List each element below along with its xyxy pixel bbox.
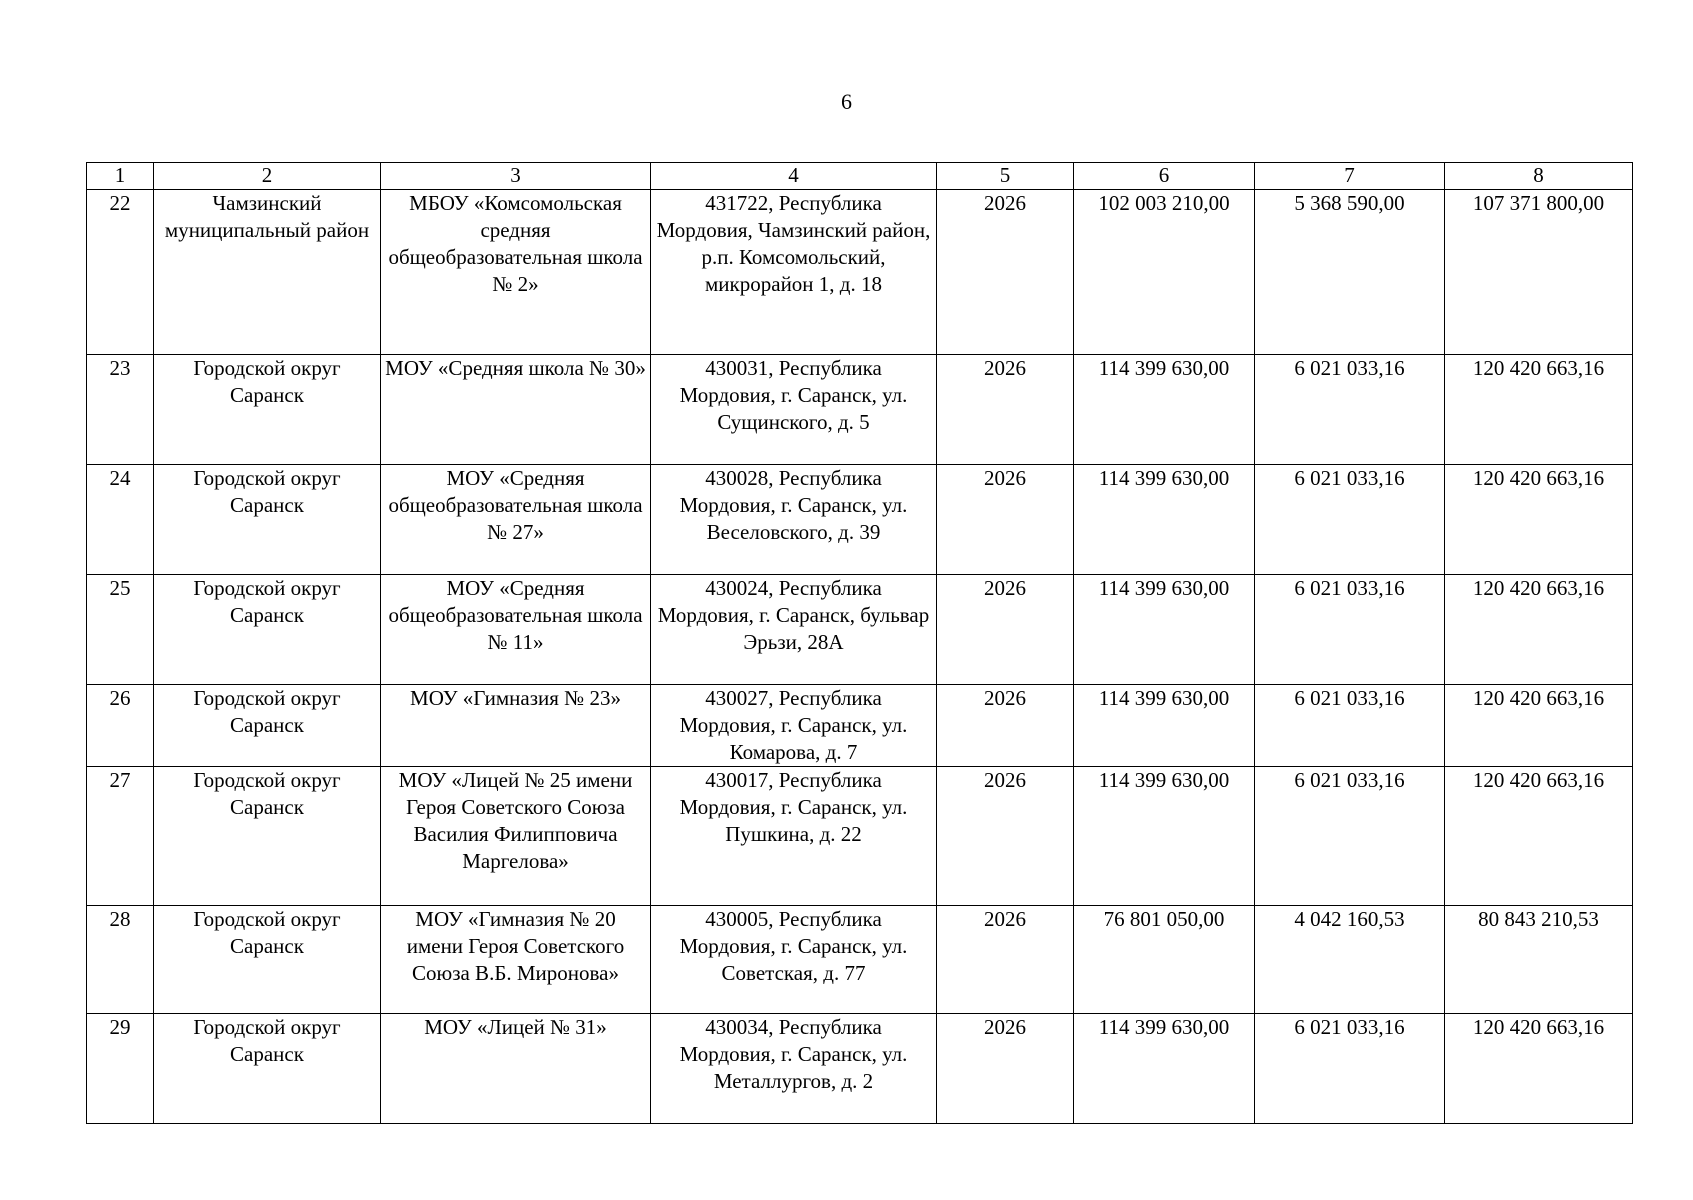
district-cell: Городской округ Саранск	[154, 767, 381, 906]
address-cell: 430024, Республика Мордовия, г. Саранск, бульвар Эрьзи, 28А	[651, 575, 937, 685]
district-cell: Городской округ Саранск	[154, 685, 381, 767]
school-cell: МОУ «Лицей № 25 имени Героя Советского Союза Василия Филипповича Маргелова»	[381, 767, 651, 906]
table-row	[87, 190, 1633, 355]
total-cell: 120 420 663,16	[1445, 355, 1633, 465]
table-row	[87, 685, 1633, 767]
school-cell: МБОУ «Комсомольская средняя общеобразовательная школа № 2»	[381, 190, 651, 355]
district-cell: Городской округ Саранск	[154, 465, 381, 575]
amount1-cell: 114 399 630,00	[1074, 1014, 1255, 1124]
amount1-cell: 114 399 630,00	[1074, 685, 1255, 767]
column-header: 6	[1074, 163, 1255, 190]
schools-table	[86, 162, 1633, 1124]
amount1-cell: 114 399 630,00	[1074, 575, 1255, 685]
total-cell: 107 371 800,00	[1445, 190, 1633, 355]
column-header: 2	[154, 163, 381, 190]
table-row	[87, 575, 1633, 685]
amount2-cell: 6 021 033,16	[1255, 767, 1445, 906]
total-cell: 120 420 663,16	[1445, 465, 1633, 575]
amount1-cell: 76 801 050,00	[1074, 906, 1255, 1014]
column-header: 1	[87, 163, 154, 190]
year-cell: 2026	[937, 1014, 1074, 1124]
amount2-cell: 6 021 033,16	[1255, 1014, 1445, 1124]
amount1-cell: 114 399 630,00	[1074, 767, 1255, 906]
amount2-cell: 6 021 033,16	[1255, 685, 1445, 767]
year-cell: 2026	[937, 906, 1074, 1014]
address-cell: 430031, Республика Мордовия, г. Саранск, ул. Сущинского, д. 5	[651, 355, 937, 465]
school-cell: МОУ «Средняя общеобразовательная школа № 11»	[381, 575, 651, 685]
school-cell: МОУ «Средняя школа № 30»	[381, 355, 651, 465]
amount1-cell: 114 399 630,00	[1074, 465, 1255, 575]
amount2-cell: 4 042 160,53	[1255, 906, 1445, 1014]
year-cell: 2026	[937, 465, 1074, 575]
amount1-cell: 114 399 630,00	[1074, 355, 1255, 465]
year-cell: 2026	[937, 575, 1074, 685]
total-cell: 120 420 663,16	[1445, 685, 1633, 767]
total-cell: 80 843 210,53	[1445, 906, 1633, 1014]
row-number: 23	[87, 355, 154, 465]
row-number: 22	[87, 190, 154, 355]
address-cell: 430027, Республика Мордовия, г. Саранск, ул. Комарова, д. 7	[651, 685, 937, 767]
table-row	[87, 906, 1633, 1014]
amount1-cell: 102 003 210,00	[1074, 190, 1255, 355]
district-cell: Чамзинский муниципальный район	[154, 190, 381, 355]
address-cell: 430005, Республика Мордовия, г. Саранск, ул. Советская, д. 77	[651, 906, 937, 1014]
table-header-row	[87, 163, 1633, 190]
row-number: 25	[87, 575, 154, 685]
row-number: 29	[87, 1014, 154, 1124]
amount2-cell: 6 021 033,16	[1255, 355, 1445, 465]
address-cell: 430034, Республика Мордовия, г. Саранск, ул. Металлургов, д. 2	[651, 1014, 937, 1124]
year-cell: 2026	[937, 355, 1074, 465]
total-cell: 120 420 663,16	[1445, 1014, 1633, 1124]
total-cell: 120 420 663,16	[1445, 767, 1633, 906]
school-cell: МОУ «Средняя общеобразовательная школа № 27»	[381, 465, 651, 575]
district-cell: Городской округ Саранск	[154, 575, 381, 685]
page-number: 6	[841, 89, 852, 114]
address-cell: 430028, Республика Мордовия, г. Саранск, ул. Веселовского, д. 39	[651, 465, 937, 575]
row-number: 26	[87, 685, 154, 767]
district-cell: Городской округ Саранск	[154, 355, 381, 465]
district-cell: Городской округ Саранск	[154, 906, 381, 1014]
table-row	[87, 1014, 1633, 1124]
amount2-cell: 6 021 033,16	[1255, 465, 1445, 575]
total-cell: 120 420 663,16	[1445, 575, 1633, 685]
address-cell: 431722, Республика Мордовия, Чамзинский район, р.п. Комсомольский, микрорайон 1, д. 18	[651, 190, 937, 355]
column-header: 3	[381, 163, 651, 190]
district-cell: Городской округ Саранск	[154, 1014, 381, 1124]
table-row	[87, 465, 1633, 575]
row-number: 27	[87, 767, 154, 906]
row-number: 24	[87, 465, 154, 575]
table-row	[87, 355, 1633, 465]
school-cell: МОУ «Гимназия № 23»	[381, 685, 651, 767]
column-header: 4	[651, 163, 937, 190]
column-header: 8	[1445, 163, 1633, 190]
school-cell: МОУ «Лицей № 31»	[381, 1014, 651, 1124]
row-number: 28	[87, 906, 154, 1014]
year-cell: 2026	[937, 685, 1074, 767]
year-cell: 2026	[937, 190, 1074, 355]
column-header: 5	[937, 163, 1074, 190]
school-cell: МОУ «Гимназия № 20 имени Героя Советского Союза В.Б. Миронова»	[381, 906, 651, 1014]
year-cell: 2026	[937, 767, 1074, 906]
amount2-cell: 6 021 033,16	[1255, 575, 1445, 685]
amount2-cell: 5 368 590,00	[1255, 190, 1445, 355]
table-row	[87, 767, 1633, 906]
column-header: 7	[1255, 163, 1445, 190]
address-cell: 430017, Республика Мордовия, г. Саранск, ул. Пушкина, д. 22	[651, 767, 937, 906]
